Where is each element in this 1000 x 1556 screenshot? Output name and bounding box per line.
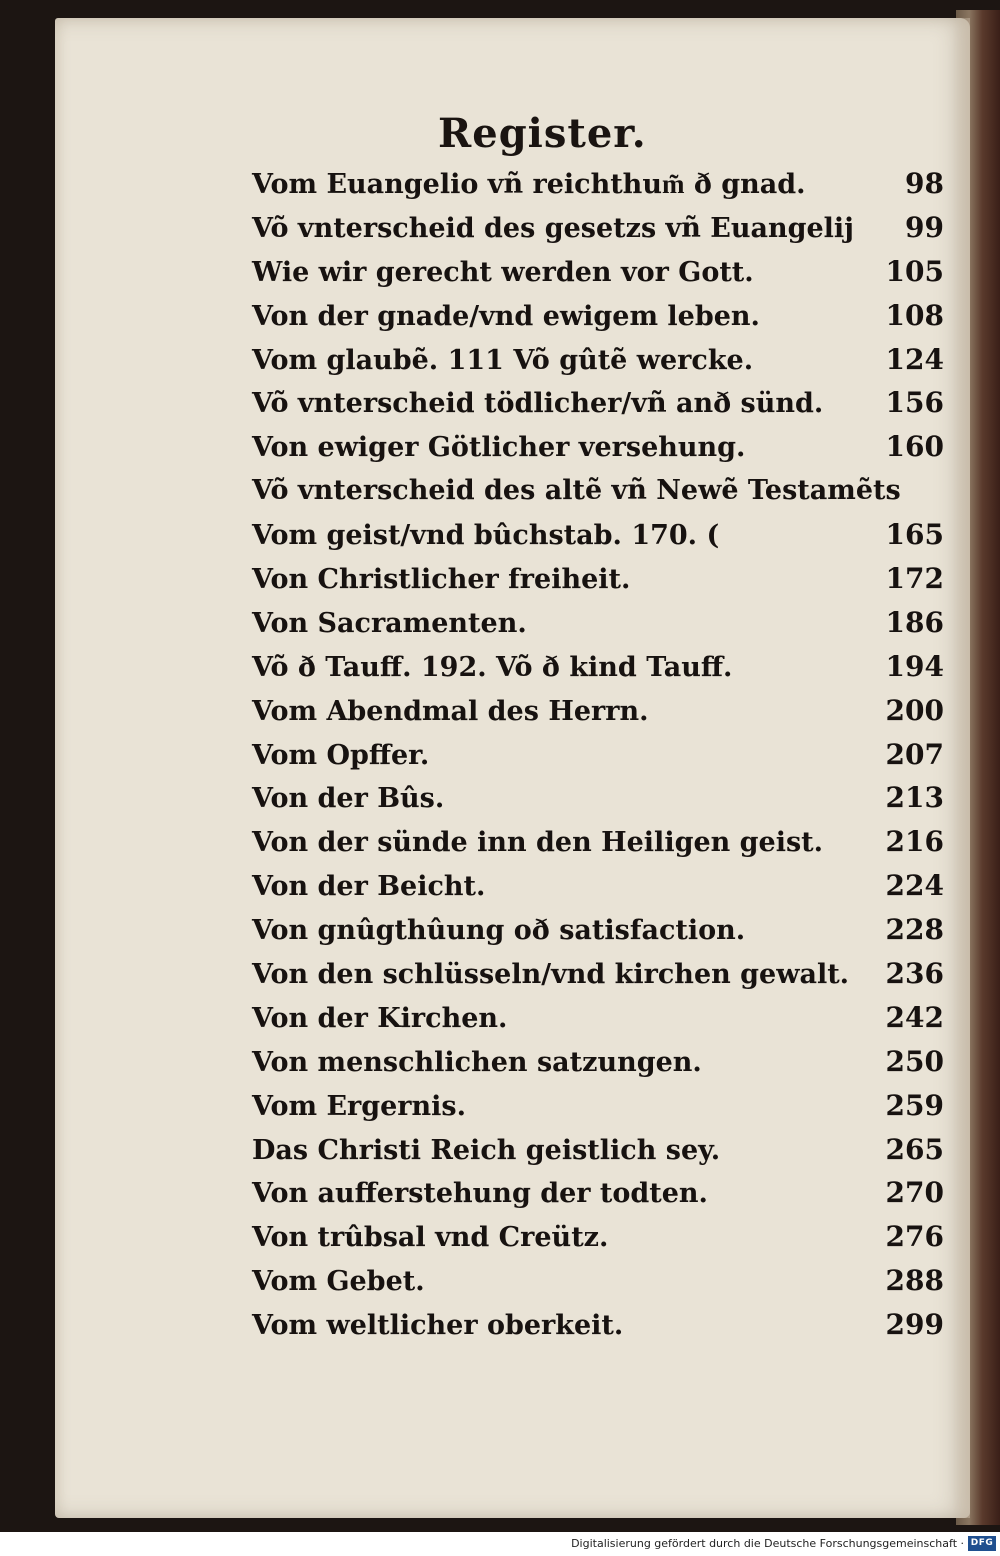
entry-title: Vom glaubẽ. 111 Võ gûtẽ wercke. bbox=[252, 344, 754, 376]
register-entry bbox=[252, 250, 944, 294]
entry-page-number: 207 bbox=[885, 737, 944, 771]
register-entry bbox=[252, 513, 944, 557]
entry-title: Vom weltlicher oberkeit. bbox=[252, 1310, 624, 1342]
entry-title: Vom Gebet. bbox=[252, 1266, 425, 1298]
entry-page-number: 299 bbox=[885, 1308, 944, 1342]
register-entry bbox=[252, 820, 944, 864]
register-entry bbox=[252, 864, 944, 908]
entry-page-number: 265 bbox=[885, 1132, 944, 1166]
entry-title: Von Sacramenten. bbox=[252, 607, 527, 639]
entry-page-number: 200 bbox=[885, 693, 944, 727]
entry-page-number: 156 bbox=[885, 386, 944, 420]
entry-title: Von der gnade/vnd ewigem leben. bbox=[252, 300, 760, 332]
entry-title: Von gnûgthûung oð satisfaction. bbox=[252, 915, 746, 947]
register-entry bbox=[252, 162, 944, 206]
page-title: Register. bbox=[438, 110, 647, 157]
entry-title: Vom Abendmal des Herrn. bbox=[252, 695, 649, 727]
entry-page-number: 250 bbox=[885, 1044, 944, 1078]
entry-title: Võ vnterscheid des gesetzs vñ Euangelij bbox=[252, 212, 854, 244]
entry-page-number: 216 bbox=[885, 825, 944, 859]
register-entry bbox=[252, 1128, 944, 1172]
entry-title: Von ewiger Götlicher versehung. bbox=[252, 432, 746, 464]
entry-title: Võ vnterscheid des altẽ vñ Newẽ Testamẽts bbox=[252, 475, 901, 507]
register-entry bbox=[252, 601, 944, 645]
entry-title: Võ ð Tauff. 192. Võ ð kind Tauff. bbox=[252, 651, 733, 683]
register-list bbox=[252, 162, 944, 1347]
register-entry bbox=[252, 557, 944, 601]
entry-title: Das Christi Reich geistlich sey. bbox=[252, 1134, 721, 1166]
entry-title: Vom Euangelio vñ reichthum͂ ð gnad. bbox=[252, 169, 806, 200]
dfg-logo-icon: DFG bbox=[968, 1536, 996, 1551]
footer-bar bbox=[0, 1532, 1000, 1556]
entry-title: Von der Beicht. bbox=[252, 871, 486, 903]
register-entry bbox=[252, 1171, 944, 1215]
register-entry bbox=[252, 908, 944, 952]
entry-page-number: 236 bbox=[885, 957, 944, 991]
register-entry bbox=[252, 381, 944, 425]
entry-title: Von der Bûs. bbox=[252, 783, 445, 815]
entry-page-number: 160 bbox=[885, 430, 944, 464]
entry-title: Vom Ergernis. bbox=[252, 1090, 467, 1122]
entry-title: Von menschlichen satzungen. bbox=[252, 1046, 702, 1078]
entry-page-number: 172 bbox=[885, 562, 944, 596]
register-entry bbox=[252, 1259, 944, 1303]
register-entry bbox=[252, 338, 944, 382]
entry-title: Von der sünde inn den Heiligen geist. bbox=[252, 827, 824, 859]
register-entry bbox=[252, 645, 944, 689]
entry-title: Von Christlicher freiheit. bbox=[252, 564, 631, 596]
register-entry bbox=[252, 469, 944, 513]
register-entry bbox=[252, 1215, 944, 1259]
entry-page-number: 108 bbox=[885, 298, 944, 332]
register-entry bbox=[252, 294, 944, 338]
register-entry bbox=[252, 776, 944, 820]
entry-page-number: 288 bbox=[885, 1264, 944, 1298]
entry-page-number: 259 bbox=[885, 1088, 944, 1122]
entry-page-number: 276 bbox=[885, 1220, 944, 1254]
register-entry bbox=[252, 1084, 944, 1128]
register-entry bbox=[252, 206, 944, 250]
entry-page-number: 124 bbox=[885, 342, 944, 376]
register-entry bbox=[252, 996, 944, 1040]
entry-page-number: 242 bbox=[885, 1000, 944, 1034]
entry-title: Võ vnterscheid tödlicher/vñ anð sünd. bbox=[252, 388, 824, 420]
entry-title: Vom Opffer. bbox=[252, 739, 430, 771]
register-entry bbox=[252, 1040, 944, 1084]
entry-page-number: 99 bbox=[905, 210, 944, 244]
entry-title: Von aufferstehung der todten. bbox=[252, 1178, 708, 1210]
entry-title: Von den schlüsseln/vnd kirchen gewalt. bbox=[252, 959, 850, 991]
entry-page-number: 186 bbox=[885, 605, 944, 639]
register-entry bbox=[252, 952, 944, 996]
entry-page-number: 228 bbox=[885, 913, 944, 947]
entry-page-number: 213 bbox=[885, 781, 944, 815]
entry-page-number: 105 bbox=[885, 254, 944, 288]
register-entry bbox=[252, 425, 944, 469]
entry-title: Vom geist/vnd bûchstab. 170. ( bbox=[252, 520, 720, 552]
entry-page-number: 224 bbox=[885, 869, 944, 903]
entry-page-number: 98 bbox=[905, 167, 944, 200]
entry-page-number: 270 bbox=[885, 1176, 944, 1210]
register-entry bbox=[252, 1303, 944, 1347]
entry-title: Wie wir gerecht werden vor Gott. bbox=[252, 256, 754, 288]
entry-title: Von trûbsal vnd Creütz. bbox=[252, 1222, 609, 1254]
entry-page-number: 165 bbox=[885, 518, 944, 552]
entry-page-number: 194 bbox=[885, 649, 944, 683]
register-entry bbox=[252, 689, 944, 733]
register-entry bbox=[252, 733, 944, 777]
funding-notice: Digitalisierung gefördert durch die Deutsche Forschungsgemeinschaft · bbox=[571, 1537, 964, 1550]
entry-title: Von der Kirchen. bbox=[252, 1002, 508, 1034]
